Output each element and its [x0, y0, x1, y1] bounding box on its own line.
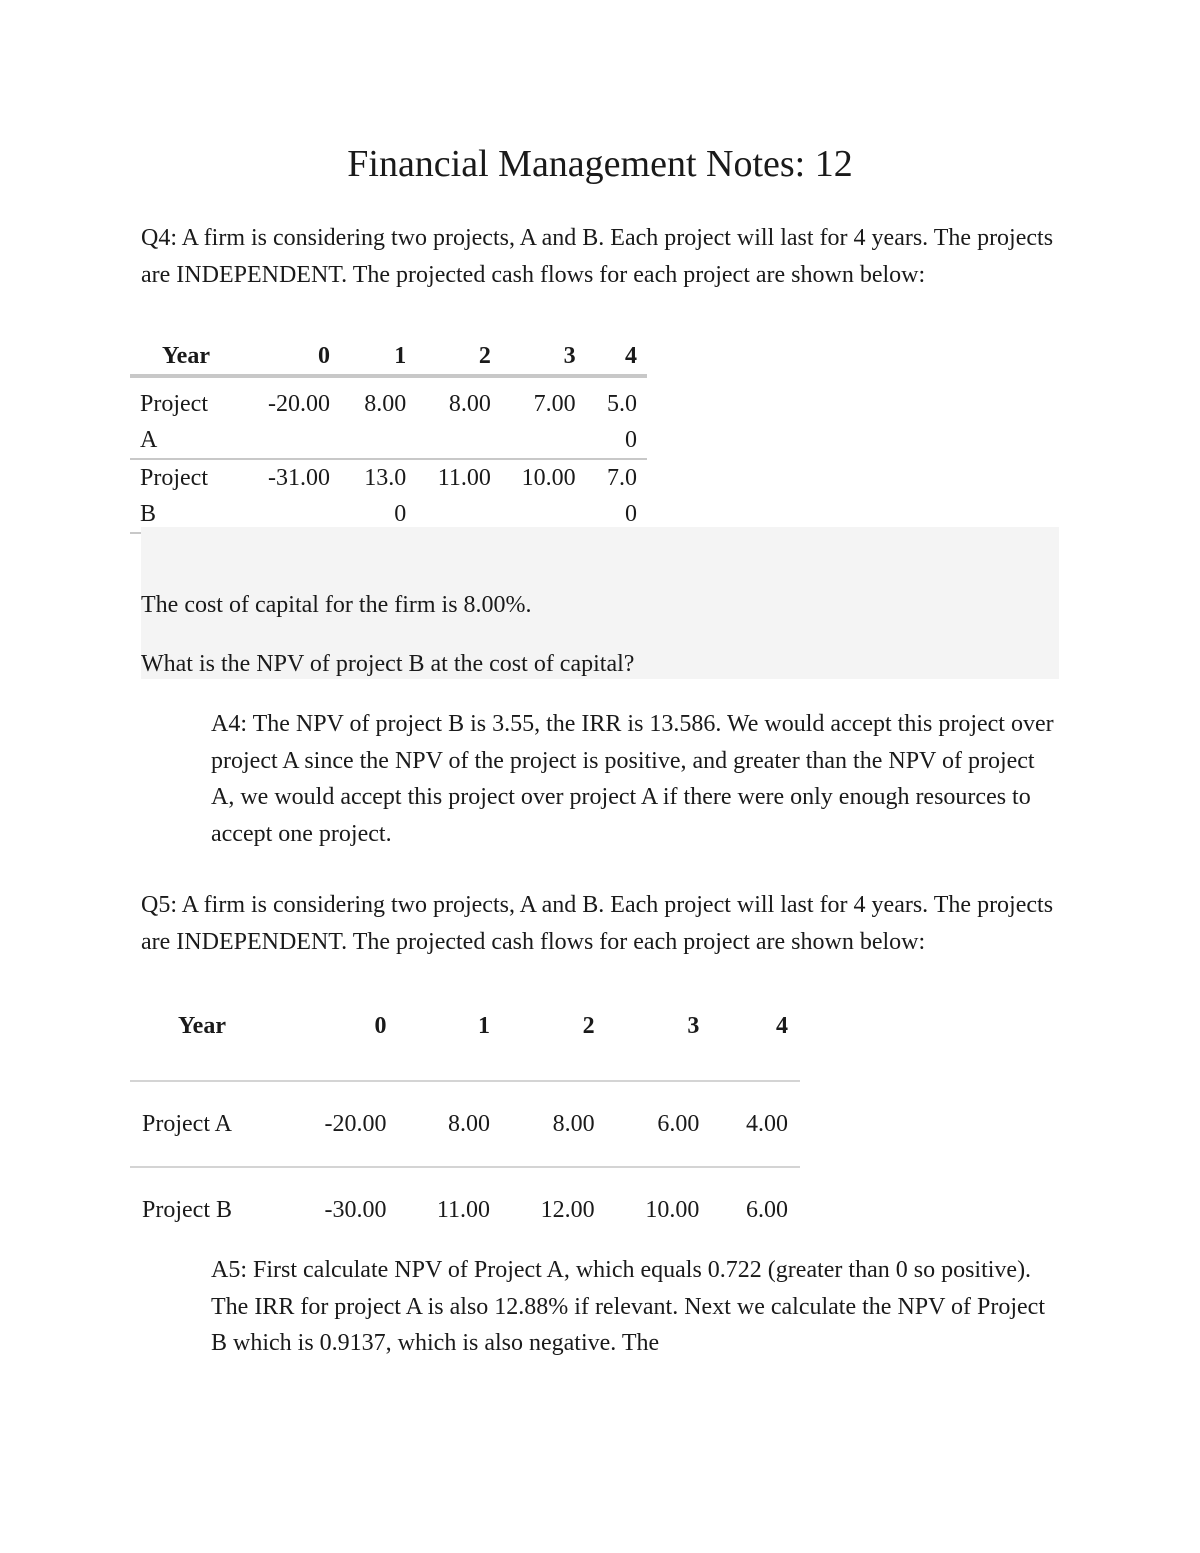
header-cell: 4 [586, 338, 647, 376]
header-cell: Year [130, 1006, 283, 1081]
table-cell: 4.00 [711, 1081, 800, 1167]
table-row [130, 1167, 800, 1252]
page-title: Financial Management Notes: 12 [347, 143, 853, 185]
table-cell: 8.00 [340, 376, 416, 459]
header-cell: 2 [416, 338, 501, 376]
header-cell: 2 [502, 1006, 607, 1081]
q5-question: Q5: A firm is considering two projects, A and B. Each project will last for 4 years. The projects are INDEPENDENT. The projected cash flows for each project are shown below: [141, 892, 1054, 955]
row-label: Project B [130, 459, 240, 533]
cost-of-capital-text: The cost of capital for the firm is 8.00%. [141, 592, 532, 618]
table-row [130, 376, 647, 459]
header-cell: 4 [711, 1006, 800, 1081]
q4-question: Q4: A firm is considering two projects, A and B. Each project will last for 4 years. The projects are INDEPENDENT. The projected cash flows for each project are shown below: [141, 225, 1054, 288]
row-label: Project A [130, 1081, 283, 1167]
table-cell: 13.00 [340, 459, 416, 533]
table-row [130, 459, 647, 533]
row-label: Project B [142, 1196, 232, 1223]
table-row [130, 1081, 800, 1167]
table-header-row [130, 338, 647, 376]
header-cell: 1 [340, 338, 416, 376]
q4-cash-flow-table [130, 338, 647, 534]
table-cell: 8.00 [416, 376, 501, 459]
table-cell: 6.00 [607, 1081, 712, 1167]
table-cell: 8.00 [502, 1081, 607, 1167]
table-cell: 10.00 [645, 1196, 700, 1223]
table-cell: -20.00 [240, 376, 340, 459]
table-cell: 11.00 [416, 459, 501, 533]
header-cell: 3 [501, 338, 586, 376]
header-cell: 0 [240, 338, 340, 376]
table-cell: -31.00 [240, 459, 340, 533]
row-label: Project A [130, 376, 240, 459]
header-cell: 1 [398, 1006, 502, 1081]
table-cell: 10.00 [501, 459, 586, 533]
table-cell: 7.00 [586, 459, 647, 533]
q5-answer: A5: First calculate NPV of Project A, which equals 0.722 (greater than 0 so positive). The IRR for project A is also 12.88% if relevant. Next we calculate the NPV of Project B which is 0.9137, which is also negative. The [211, 1257, 1045, 1356]
header-cell: Year [130, 338, 240, 376]
table-cell: 5.00 [586, 376, 647, 459]
header-cell: 3 [607, 1006, 712, 1081]
q4-answer: A4: The NPV of project B is 3.55, the IRR is 13.586. We would accept this project over project A since the NPV of the project is positive, and greater than the NPV of project A, we would accept this project over project A if there were only enough resources to accept one project. [211, 711, 1054, 847]
table-header-row [130, 1006, 800, 1081]
header-cell: 0 [283, 1006, 398, 1081]
table-cell: 7.00 [501, 376, 586, 459]
table-cell: 11.00 [436, 1196, 490, 1223]
table-cell: 8.00 [398, 1081, 502, 1167]
table-cell: -30.00 [324, 1196, 387, 1223]
table-cell: 12.00 [540, 1196, 595, 1223]
table-cell: -20.00 [283, 1081, 398, 1167]
table-cell: 6.00 [746, 1196, 788, 1223]
q4-prompt: What is the NPV of project B at the cost of capital? [141, 651, 635, 677]
q5-cash-flow-table [130, 1006, 800, 1252]
